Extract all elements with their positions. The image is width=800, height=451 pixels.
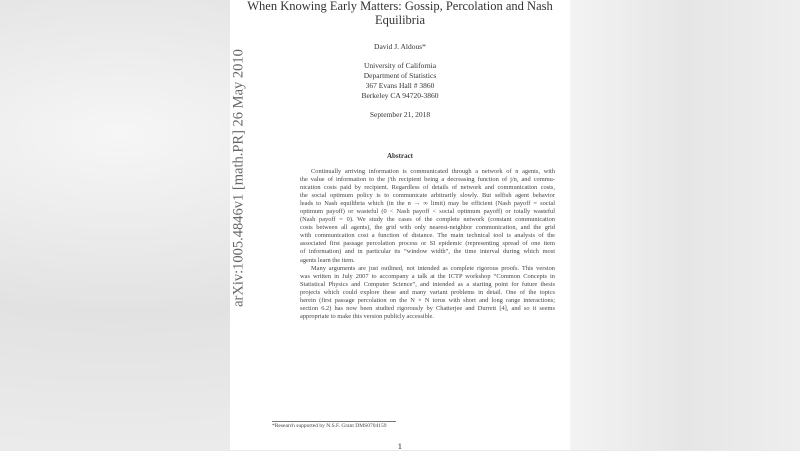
abstract-line: Many arguments are just outlined, not intended as complete rigorous proofs. This version <box>311 264 555 272</box>
abstract-line: nication costs paid by recipient. Regardless of details of network and communication costs, <box>300 184 555 192</box>
abstract-heading: Abstract <box>386 152 414 160</box>
title-line-2: Equilibria <box>375 13 425 27</box>
footnote-rule <box>272 421 396 422</box>
affiliation-line: 367 Evans Hall # 3860 <box>365 81 435 90</box>
abstract-line: with communication cost a function of distance. The main technical tool is analysis of the <box>300 232 555 240</box>
title-line-1: When Knowing Early Matters: Gossip, Percolation and Nash <box>247 0 553 13</box>
abstract-line: herein (first passage percolation on the N × N torus with short and long range interactions; <box>300 296 555 304</box>
abstract-line: (Nash payoff = 0). We study the cases of the complete network (constant communication <box>300 216 555 224</box>
date: September 21, 2018 <box>369 110 431 119</box>
abstract-line: section 6.2) has now been studied rigorously by Chatterjee and Durrett [4], and so it seems <box>300 304 555 312</box>
abstract-line: leads to Nash equilibria which (in the n → ∞ limit) may be efficient (Nash payoff = social <box>300 200 555 208</box>
author: David J. Aldous* <box>374 42 426 51</box>
abstract-line: associated first passage percolation process or SI epidemic (representing spread of one item <box>300 240 555 248</box>
affiliation-line: Berkeley CA 94720-3860 <box>361 91 439 100</box>
abstract-line: the value of information to the j'th recipient being a decreasing function of j/n, and commu- <box>300 176 555 184</box>
abstract-line: costs between all agents), the grid with only nearest-neighbor communication, and the grid <box>300 224 555 232</box>
abstract-line: the social optimum policy is to communicate arbitrarily slowly. But selfish agent behavior <box>300 192 555 200</box>
abstract-line: optimum payoff) or wasteful (0 < Nash payoff < social optimum payoff) or totally wasteful <box>300 208 555 216</box>
page-number: 1 <box>397 442 403 451</box>
viewer-background-right <box>570 0 800 450</box>
affiliation-line: Department of Statistics <box>363 71 437 80</box>
abstract-line: appropriate to make this version publicly accessible. <box>300 312 434 320</box>
footnote: *Research supported by N.S.F. Grant DMS0704159 <box>272 423 387 429</box>
abstract-line: Continually arriving information is communicated through a network of n agents, with <box>311 168 555 175</box>
abstract-body <box>300 168 555 321</box>
abstract-line: agents learn the item. <box>300 256 355 264</box>
abstract-line: was written in July 2007 to accompany a talk at the ICTP workshop “Common Concepts in <box>300 272 555 280</box>
abstract-line: of information) and in particular its “window width”, the time interval during which most <box>300 248 555 256</box>
arxiv-stamp: arXiv:1005.4846v1 [math.PR] 26 May 2010 <box>230 49 247 307</box>
abstract-line: Statistical Physics and Computer Science”, and intended as a starting point for future thesis <box>300 280 555 288</box>
abstract-line: projects which could explore these and many variant problems in detail. One of the topics <box>300 288 555 296</box>
affiliation-line: University of California <box>363 61 437 70</box>
paper-page <box>230 0 570 450</box>
